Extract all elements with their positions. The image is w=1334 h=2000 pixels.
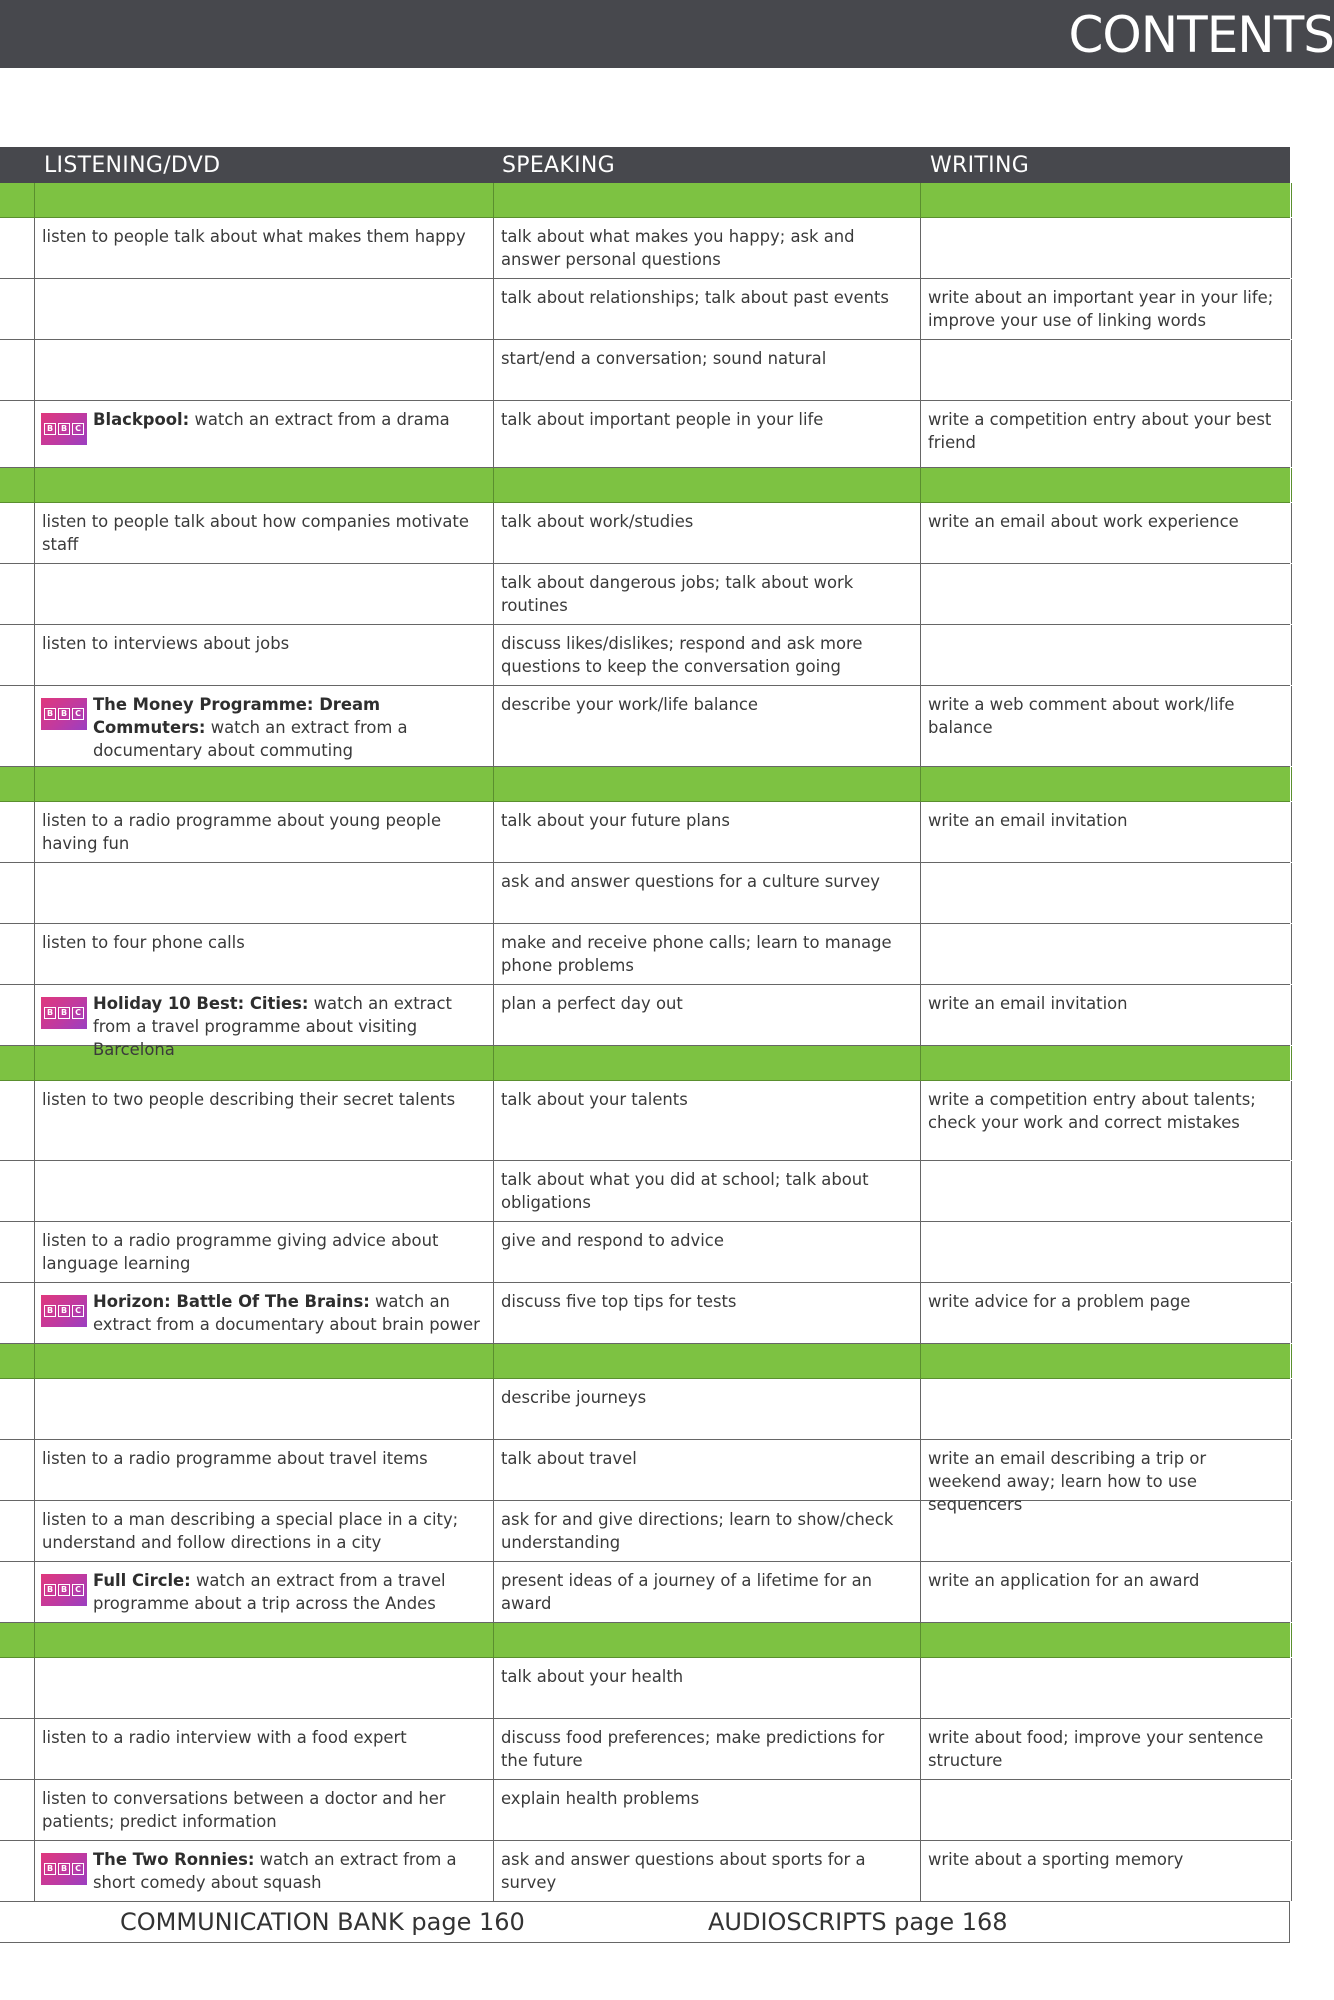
unit-band [0, 183, 1290, 218]
unit-band-cell [921, 1344, 1292, 1378]
speaking-text: present ideas of a journey of a lifetime for an award [501, 1571, 873, 1613]
table-header [0, 147, 1290, 183]
writing-cell [921, 1161, 1292, 1221]
writing-text: write advice for a problem page [928, 1292, 1191, 1311]
unit-band-cell [494, 1344, 921, 1378]
unit-band-cell [0, 1046, 35, 1080]
listening-text [35, 1161, 493, 1174]
speaking-text: ask and answer questions about sports for a survey [501, 1850, 866, 1892]
header-listening: LISTENING/DVD [44, 153, 221, 178]
bbc-letter: B [44, 1584, 56, 1596]
row-margin-cell [0, 1501, 35, 1561]
listening-cell [35, 1562, 494, 1622]
row-margin-cell [0, 218, 35, 278]
writing-text: write an email invitation [928, 811, 1128, 830]
writing-cell [921, 340, 1292, 400]
writing-cell [921, 279, 1292, 339]
listening-text [35, 863, 493, 876]
dvd-description [91, 1562, 493, 1621]
listening-cell [35, 1658, 494, 1718]
writing-text: write a competition entry about your best friend [928, 410, 1272, 452]
table-row [0, 1658, 1290, 1719]
bbc-letter: C [72, 1007, 84, 1019]
dvd-text: watch an extract from a documentary about brain power [93, 1292, 480, 1334]
row-margin-cell [0, 985, 35, 1045]
speaking-text: start/end a conversation; sound natural [501, 349, 827, 368]
speaking-cell [494, 1841, 921, 1901]
speaking-text: talk about what you did at school; talk about obligations [501, 1170, 869, 1212]
row-margin-cell [0, 1222, 35, 1282]
unit-band-cell [494, 183, 921, 217]
speaking-cell [494, 1440, 921, 1500]
dvd-description [91, 401, 457, 437]
listening-cell [35, 686, 494, 766]
listening-cell [35, 1780, 494, 1840]
unit-band-cell [35, 468, 494, 502]
table-row [0, 1161, 1290, 1222]
row-margin-cell [0, 279, 35, 339]
speaking-cell [494, 686, 921, 766]
writing-text [921, 1658, 1291, 1671]
table-row [0, 401, 1290, 468]
writing-text [921, 340, 1291, 353]
speaking-cell [494, 1501, 921, 1561]
dvd-title: The Money Programme: Dream Commuters: [93, 695, 381, 737]
table-row [0, 1501, 1290, 1562]
row-margin-cell [0, 686, 35, 766]
unit-band [0, 1623, 1290, 1658]
row-margin-cell [0, 1379, 35, 1439]
speaking-text: explain health problems [501, 1789, 700, 1808]
table-row [0, 1081, 1290, 1161]
communication-bank-link[interactable]: COMMUNICATION BANK page 160 [120, 1908, 525, 1936]
speaking-text: discuss five top tips for tests [501, 1292, 737, 1311]
table-row [0, 1440, 1290, 1514]
listening-text: listen to conversations between a doctor and her patients; predict information [42, 1789, 446, 1831]
row-margin-cell [0, 924, 35, 984]
speaking-text: talk about travel [501, 1449, 637, 1468]
bbc-letter: C [72, 1863, 84, 1875]
listening-cell [35, 802, 494, 862]
unit-band-cell [0, 468, 35, 502]
writing-cell [921, 625, 1292, 685]
writing-text: write an application for an award [928, 1571, 1200, 1590]
speaking-text: describe your work/life balance [501, 695, 758, 714]
listening-text [35, 340, 493, 353]
table-row [0, 924, 1290, 985]
writing-cell [921, 686, 1292, 766]
speaking-cell [494, 1081, 921, 1160]
dvd-text: watch an extract from a short comedy about squash [93, 1850, 457, 1892]
speaking-cell [494, 279, 921, 339]
listening-cell [35, 1161, 494, 1221]
bbc-letter: B [58, 1584, 70, 1596]
listening-text [35, 564, 493, 577]
row-margin-cell [0, 1780, 35, 1840]
row-margin-cell [0, 1719, 35, 1779]
speaking-text: discuss food preferences; make predictions for the future [501, 1728, 885, 1770]
writing-cell [921, 1719, 1292, 1779]
dvd-description [91, 1283, 493, 1342]
top-banner [0, 0, 1334, 68]
writing-cell [921, 1283, 1292, 1343]
dvd-title: The Two Ronnies: [93, 1850, 255, 1869]
writing-text: write about a sporting memory [928, 1850, 1184, 1869]
audioscripts-link[interactable]: AUDIOSCRIPTS page 168 [708, 1908, 1008, 1936]
writing-cell [921, 503, 1292, 563]
listening-cell [35, 1283, 494, 1343]
dvd-text: watch an extract from a drama [194, 410, 450, 429]
speaking-cell [494, 625, 921, 685]
bbc-letter: B [58, 1863, 70, 1875]
row-margin-cell [0, 401, 35, 467]
bbc-letter: B [58, 1305, 70, 1317]
writing-text: write an email describing a trip or weekend away; learn how to use sequencers [928, 1449, 1207, 1514]
writing-text [921, 924, 1291, 937]
writing-cell [921, 564, 1292, 624]
table-footer [0, 1902, 1290, 1943]
bbc-letter: B [44, 423, 56, 435]
dvd-description [91, 686, 493, 768]
header-writing: WRITING [930, 153, 1030, 178]
speaking-text: talk about important people in your life [501, 410, 824, 429]
writing-text [921, 625, 1291, 638]
speaking-cell [494, 1562, 921, 1622]
bbc-logo-icon [41, 997, 87, 1029]
writing-cell [921, 1780, 1292, 1840]
writing-cell [921, 863, 1292, 923]
unit-band-cell [0, 767, 35, 801]
writing-cell [921, 1379, 1292, 1439]
listening-text: listen to four phone calls [42, 933, 245, 952]
table-row [0, 1283, 1290, 1344]
writing-text [921, 1501, 1291, 1514]
unit-band-cell [35, 1344, 494, 1378]
speaking-text: make and receive phone calls; learn to manage phone problems [501, 933, 892, 975]
writing-text: write a competition entry about talents; check your work and correct mistakes [928, 1090, 1256, 1132]
listening-cell [35, 340, 494, 400]
bbc-letter: B [58, 1007, 70, 1019]
bbc-letter: B [44, 1007, 56, 1019]
bbc-letter: C [72, 423, 84, 435]
writing-text [921, 1379, 1291, 1392]
unit-band-cell [0, 1623, 35, 1657]
bbc-logo-icon [41, 1295, 87, 1327]
writing-cell [921, 1081, 1292, 1160]
bbc-logo-icon [41, 698, 87, 730]
row-margin-cell [0, 503, 35, 563]
row-margin-cell [0, 1283, 35, 1343]
writing-cell [921, 924, 1292, 984]
speaking-text: talk about what makes you happy; ask and answer personal questions [501, 227, 855, 269]
speaking-cell [494, 924, 921, 984]
writing-text: write an email invitation [928, 994, 1128, 1013]
speaking-text: ask and answer questions for a culture survey [501, 872, 880, 891]
listening-cell [35, 564, 494, 624]
speaking-cell [494, 218, 921, 278]
unit-band-cell [921, 468, 1292, 502]
row-margin-cell [0, 625, 35, 685]
listening-cell [35, 1379, 494, 1439]
table-row [0, 1379, 1290, 1440]
unit-band-cell [921, 1623, 1292, 1657]
unit-band-cell [0, 183, 35, 217]
unit-band [0, 1344, 1290, 1379]
listening-cell [35, 401, 494, 467]
speaking-text: talk about your future plans [501, 811, 730, 830]
unit-band-cell [35, 183, 494, 217]
listening-text [35, 1379, 493, 1392]
table-row [0, 218, 1290, 279]
listening-cell [35, 625, 494, 685]
table-row [0, 1719, 1290, 1780]
unit-band [0, 468, 1290, 503]
writing-cell [921, 401, 1292, 467]
speaking-cell [494, 1283, 921, 1343]
table-row [0, 802, 1290, 863]
speaking-text: talk about your health [501, 1667, 684, 1686]
unit-band-cell [921, 1046, 1292, 1080]
row-margin-cell [0, 802, 35, 862]
speaking-cell [494, 340, 921, 400]
row-margin-cell [0, 1841, 35, 1901]
listening-cell [35, 1222, 494, 1282]
writing-cell [921, 1562, 1292, 1622]
unit-band-cell [494, 468, 921, 502]
dvd-title: Full Circle: [93, 1571, 191, 1590]
listening-cell [35, 1719, 494, 1779]
speaking-cell [494, 401, 921, 467]
listening-text: listen to a radio programme giving advice about language learning [42, 1231, 439, 1273]
listening-text: listen to people talk about how companies motivate staff [42, 512, 469, 554]
speaking-cell [494, 985, 921, 1045]
speaking-cell [494, 564, 921, 624]
unit-band-cell [35, 1623, 494, 1657]
table-body [0, 183, 1290, 1902]
bbc-letter: B [44, 1863, 56, 1875]
unit-band-cell [35, 767, 494, 801]
unit-band-cell [921, 767, 1292, 801]
dvd-title: Horizon: Battle Of The Brains: [93, 1292, 370, 1311]
writing-text: write about an important year in your life; improve your use of linking words [928, 288, 1274, 330]
row-margin-cell [0, 1658, 35, 1718]
row-margin-cell [0, 1161, 35, 1221]
listening-cell [35, 924, 494, 984]
row-margin-cell [0, 1562, 35, 1622]
speaking-cell [494, 802, 921, 862]
table-row [0, 564, 1290, 625]
listening-text: listen to interviews about jobs [42, 634, 290, 653]
unit-band-cell [494, 1623, 921, 1657]
writing-text: write a web comment about work/life balance [928, 695, 1235, 737]
speaking-cell [494, 1222, 921, 1282]
writing-cell [921, 1440, 1292, 1514]
speaking-cell [494, 863, 921, 923]
row-margin-cell [0, 340, 35, 400]
writing-cell [921, 1841, 1292, 1901]
dvd-text: watch an extract from a documentary about commuting [93, 718, 408, 760]
dvd-title: Blackpool: [93, 410, 190, 429]
table-row [0, 863, 1290, 924]
writing-cell [921, 1501, 1292, 1561]
row-margin-cell [0, 564, 35, 624]
unit-band-cell [494, 767, 921, 801]
writing-text [921, 1222, 1291, 1235]
listening-text: listen to people talk about what makes them happy [42, 227, 466, 246]
writing-text [921, 1161, 1291, 1174]
listening-cell [35, 1440, 494, 1500]
header-speaking: SPEAKING [502, 153, 616, 178]
speaking-text: ask for and give directions; learn to show/check understanding [501, 1510, 894, 1552]
listening-text: listen to a radio programme about travel items [42, 1449, 428, 1468]
bbc-letter: C [72, 1584, 84, 1596]
listening-text [35, 1658, 493, 1671]
writing-text [921, 218, 1291, 231]
bbc-logo-icon [41, 413, 87, 445]
bbc-letter: B [44, 1305, 56, 1317]
unit-band [0, 1046, 1290, 1081]
speaking-text: plan a perfect day out [501, 994, 683, 1013]
speaking-cell [494, 1719, 921, 1779]
speaking-text: describe journeys [501, 1388, 647, 1407]
listening-text: listen to two people describing their secret talents [42, 1090, 456, 1109]
speaking-cell [494, 1780, 921, 1840]
writing-cell [921, 985, 1292, 1045]
unit-band [0, 767, 1290, 802]
writing-cell [921, 1222, 1292, 1282]
unit-band-cell [35, 1046, 494, 1080]
bbc-letter: B [44, 708, 56, 720]
unit-band-cell [494, 1046, 921, 1080]
writing-text [921, 863, 1291, 876]
table-row [0, 503, 1290, 564]
dvd-text: watch an extract from a travel programme about a trip across the Andes [93, 1571, 446, 1613]
row-margin-cell [0, 1081, 35, 1160]
writing-cell [921, 1658, 1292, 1718]
page-title: CONTENTS [1068, 6, 1334, 64]
speaking-cell [494, 1658, 921, 1718]
unit-band-cell [0, 1344, 35, 1378]
bbc-logo-icon [41, 1853, 87, 1885]
bbc-letter: B [58, 708, 70, 720]
writing-text [921, 564, 1291, 577]
bbc-letter: C [72, 1305, 84, 1317]
speaking-cell [494, 503, 921, 563]
writing-text: write about food; improve your sentence structure [928, 1728, 1264, 1770]
table-row [0, 625, 1290, 686]
listening-text: listen to a man describing a special place in a city; understand and follow directions in a city [42, 1510, 459, 1552]
listening-cell [35, 985, 494, 1059]
table-row [0, 985, 1290, 1059]
speaking-text: talk about dangerous jobs; talk about work routines [501, 573, 854, 615]
speaking-text: talk about work/studies [501, 512, 694, 531]
writing-text: write an email about work experience [928, 512, 1239, 531]
listening-cell [35, 503, 494, 563]
speaking-cell [494, 1379, 921, 1439]
bbc-letter: B [58, 423, 70, 435]
listening-text: listen to a radio interview with a food expert [42, 1728, 407, 1747]
listening-cell [35, 1081, 494, 1160]
listening-cell [35, 1841, 494, 1901]
table-row [0, 1841, 1290, 1902]
contents-table [0, 147, 1290, 1943]
listening-text [35, 279, 493, 292]
speaking-text: give and respond to advice [501, 1231, 724, 1250]
speaking-text: talk about relationships; talk about past events [501, 288, 889, 307]
dvd-text: watch an extract from a travel programme about visiting Barcelona [93, 994, 452, 1059]
unit-band-cell [921, 183, 1292, 217]
row-margin-cell [0, 863, 35, 923]
speaking-cell [494, 1161, 921, 1221]
writing-cell [921, 218, 1292, 278]
dvd-title: Holiday 10 Best: Cities: [93, 994, 309, 1013]
table-row [0, 1562, 1290, 1623]
bbc-letter: C [72, 708, 84, 720]
bbc-logo-icon [41, 1574, 87, 1606]
table-row [0, 279, 1290, 340]
table-row [0, 686, 1290, 767]
listening-cell [35, 1501, 494, 1561]
speaking-text: talk about your talents [501, 1090, 688, 1109]
table-row [0, 1780, 1290, 1841]
listening-cell [35, 279, 494, 339]
speaking-text: discuss likes/dislikes; respond and ask more questions to keep the conversation going [501, 634, 863, 676]
dvd-description [91, 1841, 493, 1900]
table-row [0, 1222, 1290, 1283]
table-row [0, 340, 1290, 401]
writing-text [921, 1780, 1291, 1793]
listening-cell [35, 863, 494, 923]
writing-cell [921, 802, 1292, 862]
row-margin-cell [0, 1440, 35, 1500]
listening-text: listen to a radio programme about young people having fun [42, 811, 442, 853]
listening-cell [35, 218, 494, 278]
